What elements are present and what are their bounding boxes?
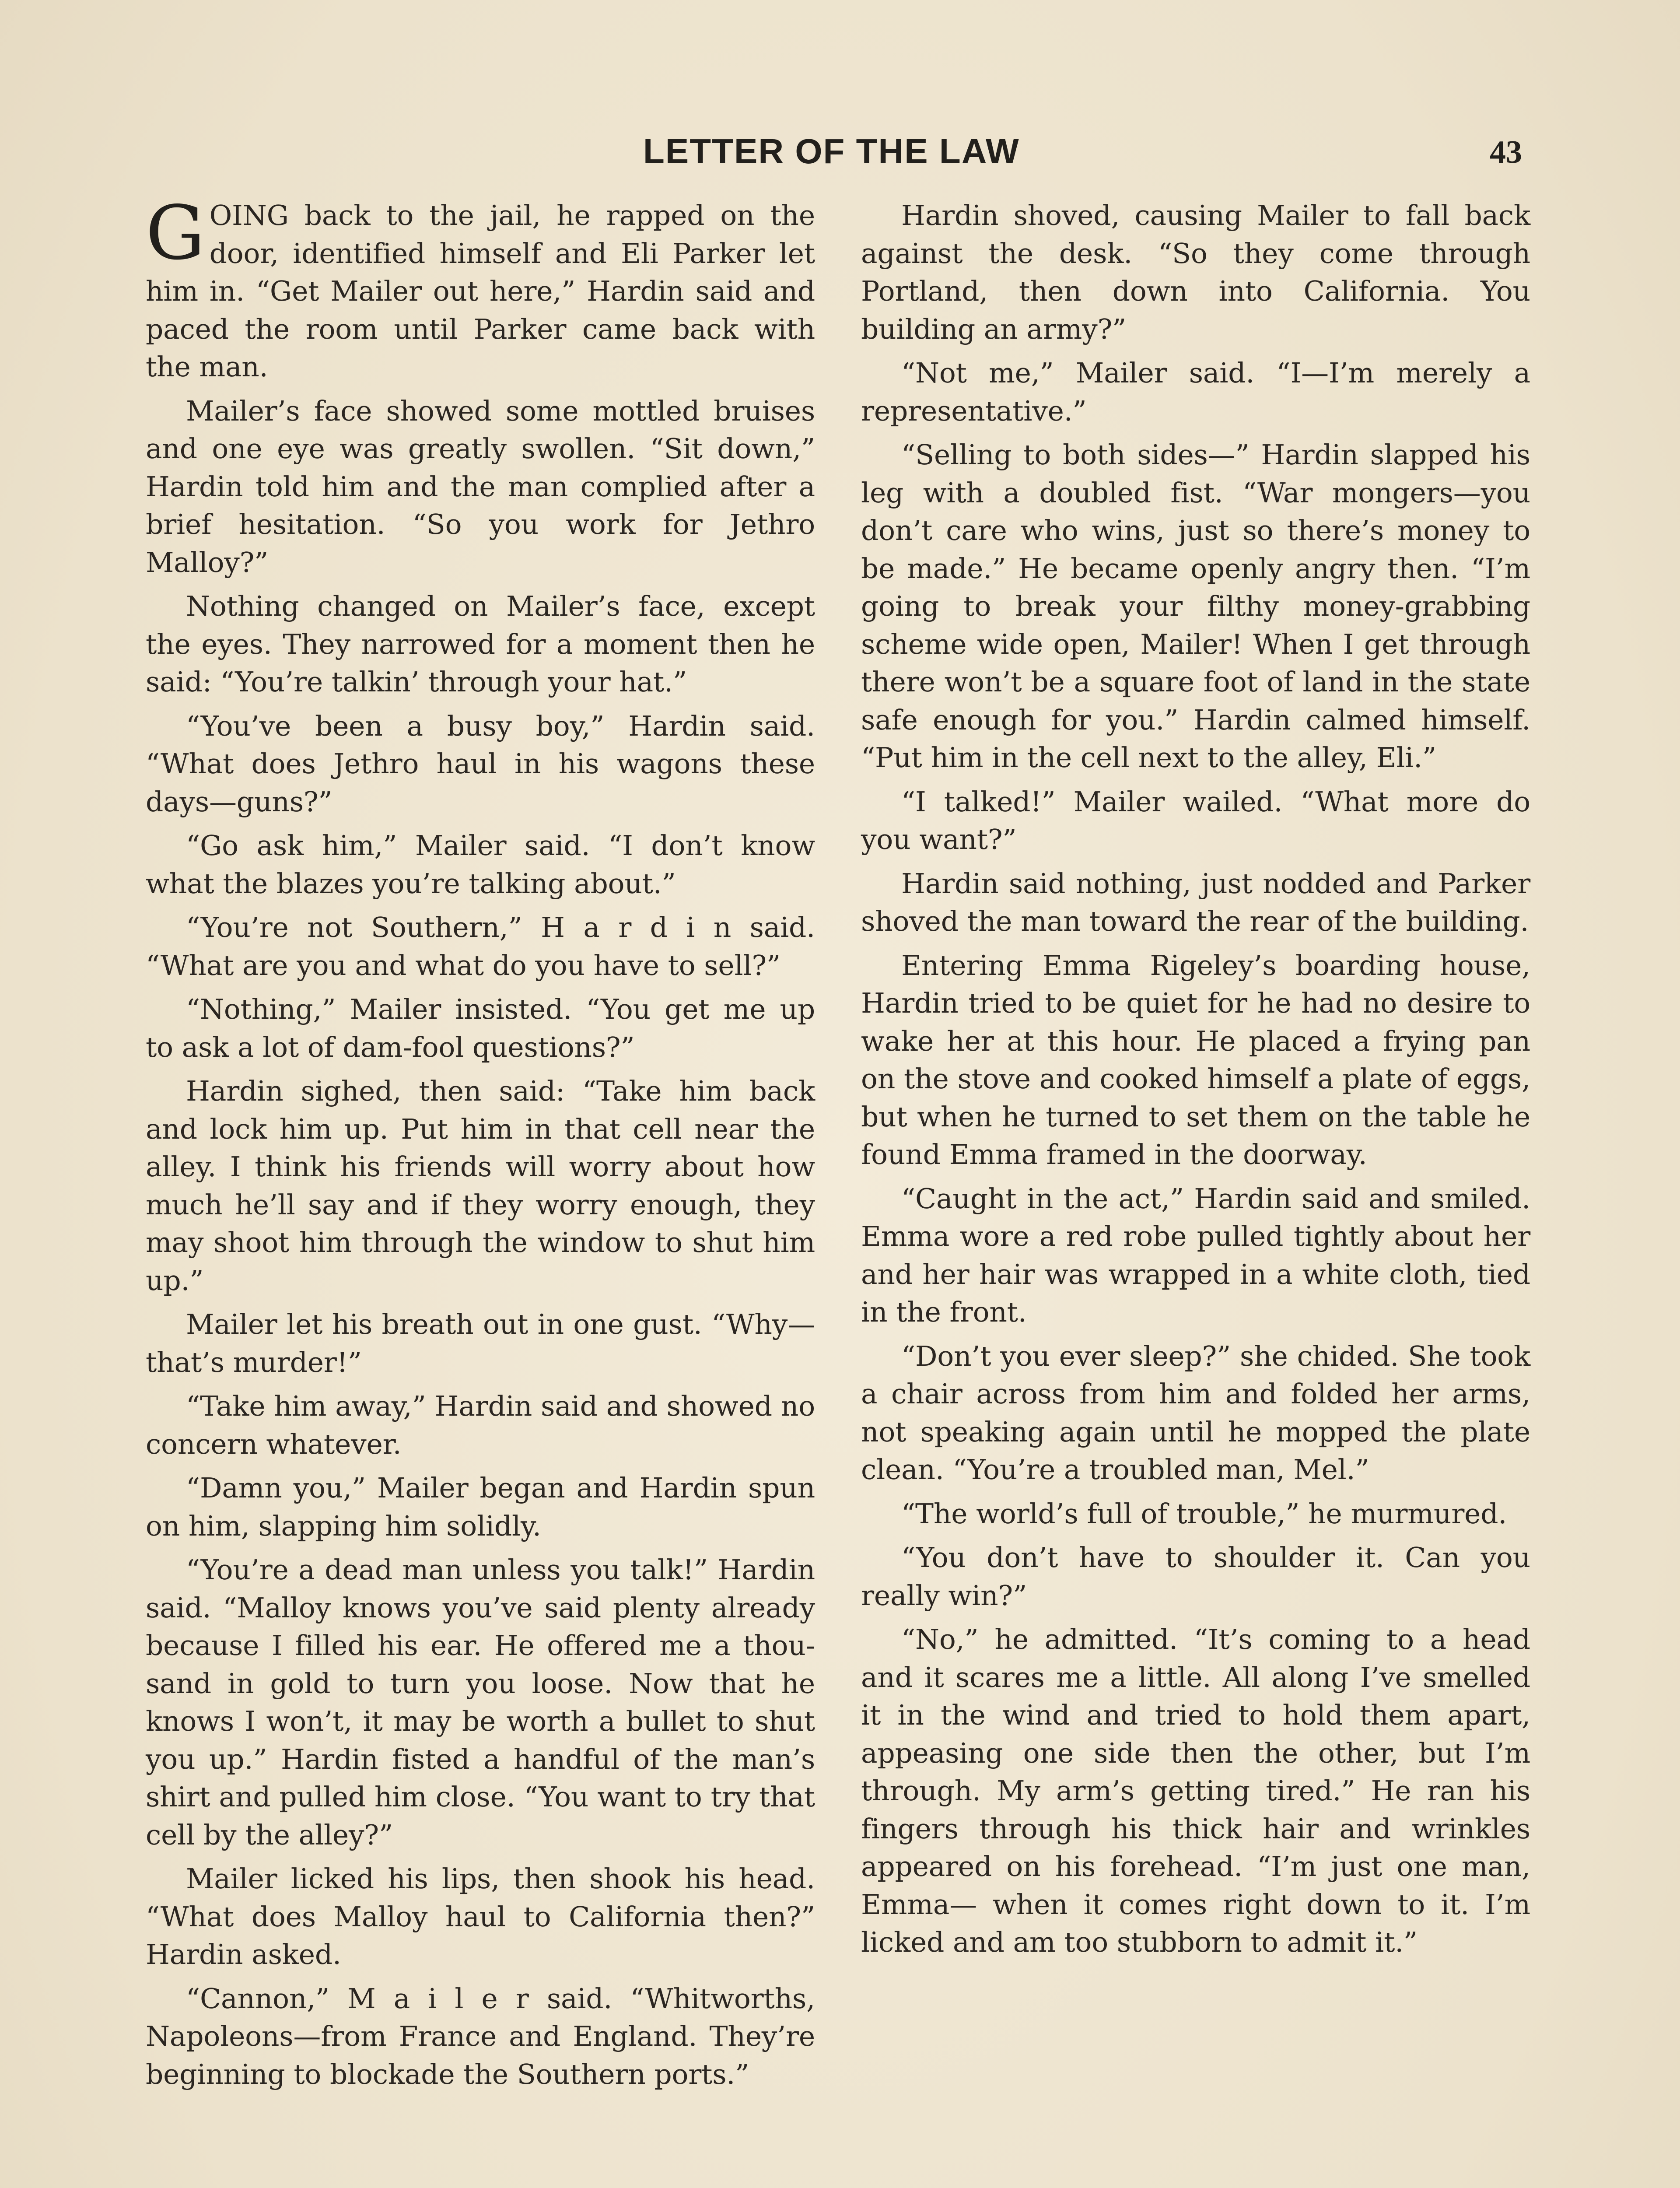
paragraph: “Selling to both sides—” Hardin slapped his leg with a doubled fist. “War mongers—you don’t care who wins, just so there’s money to be made.” He became openly angry then. “I’m going to break your filthy money-grabbing scheme wide open, Mailer! When I get through there won’t be a square foot of land in the state safe enough for you.” Hardin calmed himself. “Put him in the cell next to the alley, Eli.” bbox=[861, 439, 1530, 774]
paragraph: “Take him away,” Hardin said and showed no concern whatever. bbox=[146, 1390, 815, 1460]
paragraph: “You’re not Southern,” H a r d i n said. “What are you and what do you have to sell?” bbox=[146, 912, 815, 982]
paragraph: “Damn you,” Mailer began and Hardin spun on him, slapping him solidly. bbox=[146, 1472, 815, 1542]
paragraph: “You don’t have to shoulder it. Can you really win?” bbox=[861, 1542, 1530, 1612]
paragraph: “Don’t you ever sleep?” she chided. She took a chair across from him and folded her arms, not speaking again until he mopped the plate clean. “You’re a troubled man, Mel.” bbox=[861, 1340, 1530, 1486]
paragraph: “You’re a dead man unless you talk!” Hardin said. “Malloy knows you’ve said plenty already because I filled his ear. He offered me a thousand in gold to turn you loose. Now that he knows I won’t, it may be worth a bullet to shut you up.” Hardin fisted a handful of the man’s shirt and pulled him close. “You want to try that cell by the alley?” bbox=[146, 1554, 815, 1851]
paragraph: “Caught in the act,” Hardin said and smiled. Emma wore a red robe pulled tightly about her and her hair was wrapped in a white cloth, tied in the front. bbox=[861, 1182, 1530, 1328]
paragraph: “Nothing,” Mailer insisted. “You get me up to ask a lot of dam-fool questions?” bbox=[146, 993, 815, 1063]
paragraph bbox=[146, 190, 815, 386]
paragraph: Mailer’s face showed some mottled bruises and one eye was greatly swollen. “Sit down,” Hardin told him and the man complied after a brief hesitation. “So you work for Jethro Malloy?” bbox=[146, 395, 815, 579]
running-head bbox=[0, 131, 1680, 179]
drop-cap: G bbox=[146, 190, 205, 277]
paragraph: “Cannon,” M a i l e r said. “Whitworths, Napoleons—from France and England. They’re beginning to blockade the Southern ports.” bbox=[146, 1982, 815, 2090]
paragraph: Mailer let his breath out in one gust. “Why—that’s murder!” bbox=[146, 1308, 815, 1378]
right-column bbox=[861, 197, 1530, 1968]
page-number: 43 bbox=[1490, 134, 1522, 170]
paragraph: “I talked!” Mailer wailed. “What more do you want?” bbox=[861, 785, 1530, 856]
paragraph: Hardin sighed, then said: “Take him back and lock him up. Put him in that cell near the alley. I think his friends will worry about how much he’ll say and if they worry enough, they may shoot him through the window to shut him up.” bbox=[146, 1075, 815, 1297]
paragraph: Mailer licked his lips, then shook his head. “What does Malloy haul to California then?” Hardin asked. bbox=[146, 1863, 815, 1971]
paragraph: “No,” he admitted. “It’s coming to a head and it scares me a little. All along I’ve smelled it in the wind and tried to hold them apart, appeasing one side then the other, but I’m through. My arm’s getting tired.” He ran his fingers through his thick hair and wrinkles appeared on his forehead. “I’m just one man, Emma— when it comes right down to it. I’m licked and am too stubborn to admit it.” bbox=[861, 1623, 1530, 1958]
paragraph: Hardin shoved, causing Mailer to fall back against the desk. “So they come through Portland, then down into California. You building an army?” bbox=[861, 200, 1530, 345]
paragraph: “Go ask him,” Mailer said. “I don’t know what the blazes you’re talking about.” bbox=[146, 830, 815, 900]
paragraph: “Not me,” Mailer said. “I—I’m merely a representative.” bbox=[861, 357, 1530, 427]
paragraph: “The world’s full of trouble,” he murmured. bbox=[901, 1497, 1507, 1530]
paragraph: Hardin said nothing, just nodded and Parker shoved the man toward the rear of the building. bbox=[861, 867, 1530, 937]
paragraph: “You’ve been a busy boy,” Hardin said. “What does Jethro haul in his wagons these days—guns?” bbox=[146, 710, 815, 818]
paragraph-text: OING back to the jail, he rapped on the door, identified himself and Eli Parker let him in. “Get Mailer out here,” Hardin said and paced the room until Parker came back with the man. bbox=[146, 200, 815, 383]
paragraph: Entering Emma Rigeley’s boarding house, Hardin tried to be quiet for he had no desire to wake her at this hour. He placed a frying pan on the stove and cooked himself a plate of eggs, but when he turned to set them on the table he found Emma framed in the doorway. bbox=[861, 949, 1530, 1171]
left-column bbox=[146, 190, 815, 2100]
page-title: LETTER OF THE LAW bbox=[643, 132, 1020, 171]
paragraph: Nothing changed on Mailer’s face, except the eyes. They narrowed for a moment then he said: “You’re talkin’ through your hat.” bbox=[146, 590, 815, 698]
